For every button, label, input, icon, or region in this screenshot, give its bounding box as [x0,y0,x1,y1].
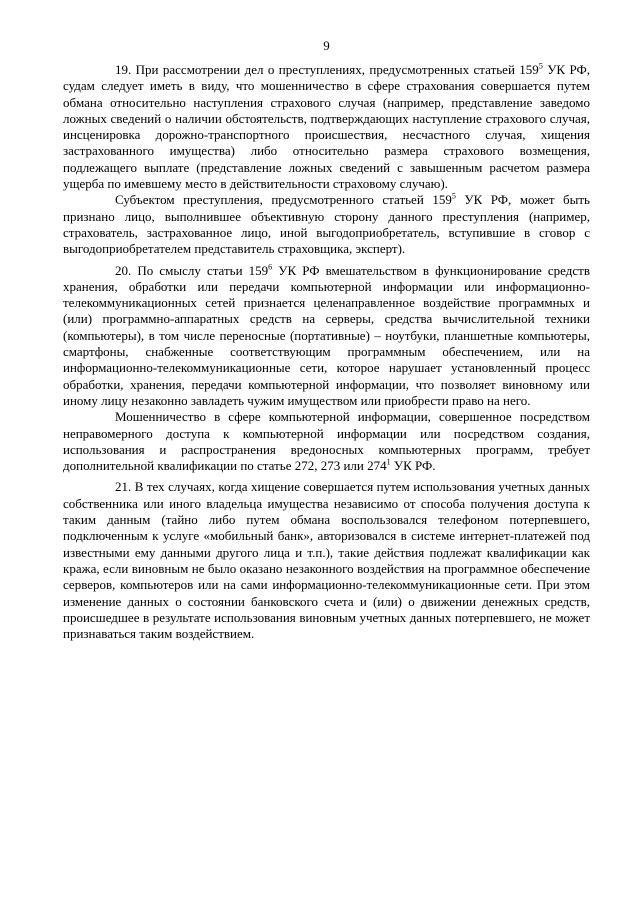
paragraph-text: Мошенничество в сфере компьютерной информации, совершенное посредством неправомерного доступа к компьютерной информации или посредством создания, использования и распространения вредоносных компьютерных программ, требует дополнительной квалификации по статье 272, 273 или 274 [63,409,590,474]
paragraph-19-subject [63,192,590,257]
paragraph-20 [63,263,590,410]
page-number: 9 [323,38,330,53]
paragraph-text: 20. По смыслу статьи 159 [115,262,269,278]
paragraph-text: УК РФ, может быть признано лицо, выполнившее объективную сторону данного преступления (например, страхователь, застрахованное лицо, иной выгодоприобретатель, вступившие в сговор с выгодоприобретателем представитель страховщика, эксперт). [63,192,590,257]
superscript: 1 [386,457,391,467]
superscript: 6 [268,262,273,272]
paragraph-text: 19. При рассмотрении дел о преступлениях, предусмотренных статьей 159 [115,62,539,77]
paragraph-20-computer-fraud [63,409,590,474]
paragraph-text: УК РФ. [390,458,436,474]
paragraph-text: УК РФ, судам следует иметь в виду, что мошенничество в сфере страхования совершается путем обмана относительно наступления страхового случая (например, представление заведомо ложных сведений о наличии обстоятельств, подтверждающих наступление страхового случая, инсценировка дорожно-транспортного происшествия, несчастного случая, хищения застрахованного имущества) либо относительно размера страхового возмещения, подлежащего выплате (представление ложных сведений с завышенным расчетом размера ущерба по имевшему место в действительности страховому случаю). [63,62,591,192]
superscript: 5 [451,192,456,202]
superscript: 5 [538,61,543,71]
paragraph-text: 21. В тех случаях, когда хищение совершается путем использования учетных данных собственника или иного владельца имущества независимо от способа получения доступа к таким данным (тайно либо путем обмана воспользовался телефоном потерпевшего, подключенным к услуге «мобильный банк», авторизовался в системе интернет-платежей под известными ему данными другого лица и т.п.), такие действия подлежат квалификации как кража, если виновным не было оказано незаконного воздействия на программное обеспечение серверов, компьютеров или на сами информационно-телекоммуникационные сети. При этом изменение данных о состоянии банковского счета и (или) о движении денежных средств, происшедшее в результате использования виновным учетных данных потерпевшего, не может признаваться таким воздействием. [63,479,590,642]
paragraph-text: Субъектом преступления, предусмотренного статьей 159 [115,192,452,208]
paragraph-21 [63,479,590,642]
paragraph-text: УК РФ вмешательством в функционирование средств хранения, обработки или передачи компьютерной информации или информационно-телекоммуникационных сетей признается целенаправленное воздействие программных и (или) программно-аппаратных средств на серверы, средства вычислительной техники (компьютеры), в том числе переносные (портативные) – ноутбуки, планшетные компьютеры, смартфоны, снабженные соответствующим программным обеспечением, или на информационно-телекоммуникационные сети, которое нарушает установленный процесс обработки, хранения, передачи компьютерной информации, что позволяет виновному или иному лицу незаконно завладеть чужим имуществом или приобрести право на него. [63,262,590,408]
paragraph-19 [63,62,590,192]
